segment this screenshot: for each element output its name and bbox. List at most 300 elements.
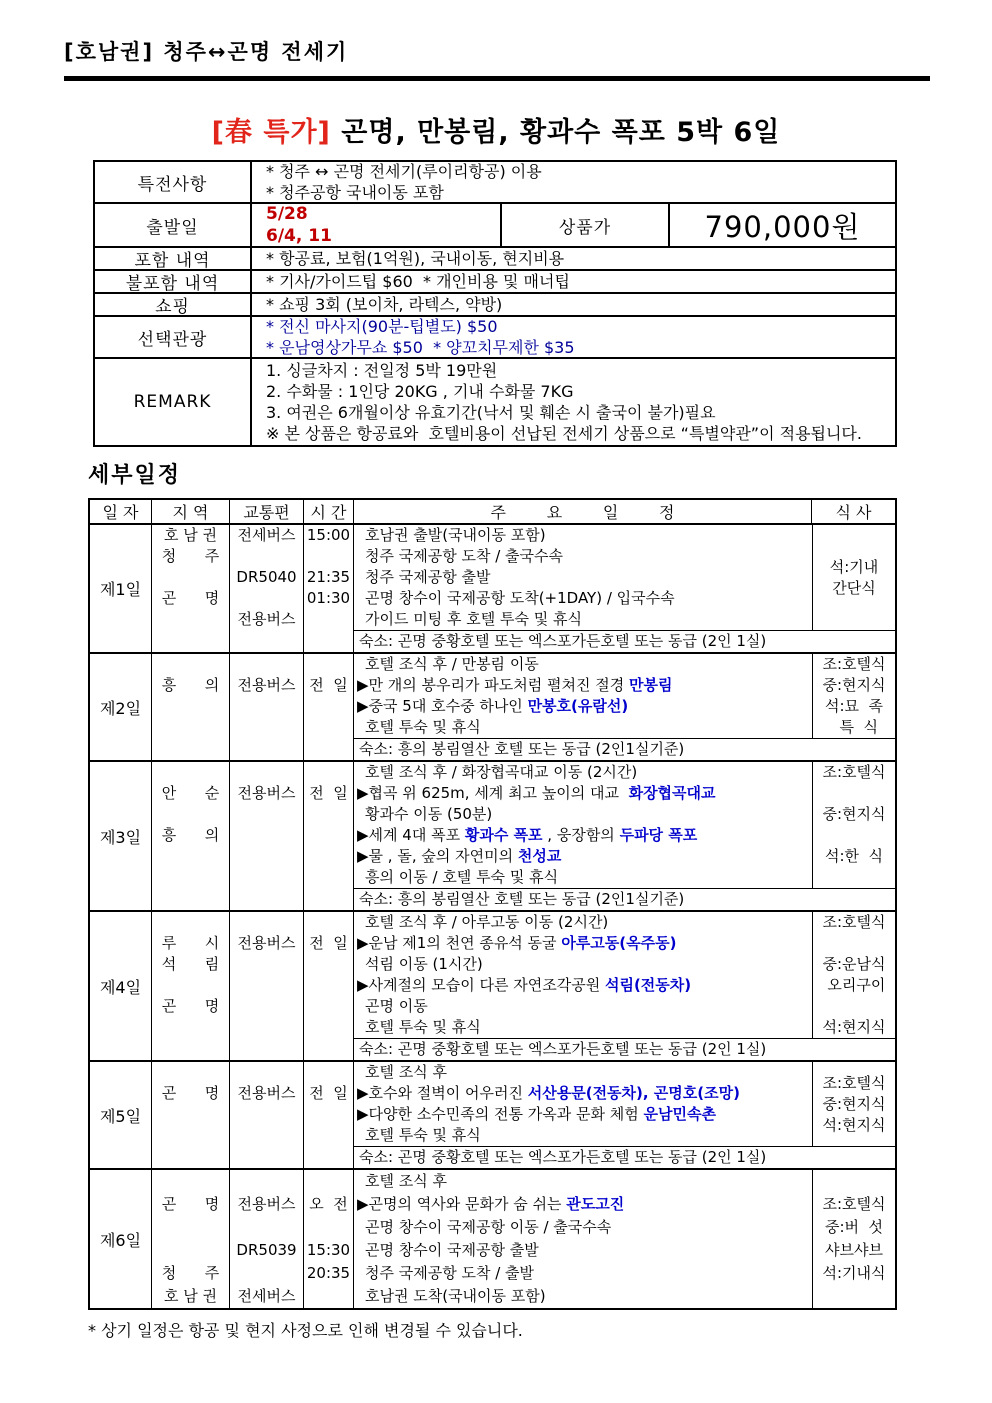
region-line bbox=[152, 696, 229, 717]
time-line bbox=[304, 1125, 353, 1146]
time-line bbox=[304, 867, 353, 888]
day-detail-area bbox=[354, 912, 895, 1060]
itinerary-text: ▶세계 4대 폭포 bbox=[357, 826, 465, 844]
price-value: 790,000원 bbox=[704, 209, 861, 244]
time-line: 오 전 bbox=[309, 1195, 348, 1213]
info-row-content bbox=[252, 294, 895, 315]
transport-cell bbox=[230, 525, 304, 652]
itinerary-text: 호텔 조식 후 bbox=[365, 1063, 447, 1081]
transport-line bbox=[230, 846, 303, 867]
itinerary-highlight: 두파당 폭포 bbox=[619, 826, 698, 844]
region-line bbox=[152, 609, 229, 630]
itinerary-line bbox=[354, 783, 812, 804]
meal-line: 중:현지식 bbox=[822, 1094, 886, 1113]
region-line bbox=[152, 654, 229, 675]
itinerary-text: 호텔 투숙 및 휴식 bbox=[365, 718, 481, 736]
itinerary-highlight: 석림(전동차) bbox=[604, 976, 692, 994]
time-line: 21:35 bbox=[306, 568, 351, 586]
schedule-day-label: 제2일 bbox=[90, 654, 152, 760]
time-line bbox=[304, 762, 353, 783]
region-cell bbox=[152, 1170, 230, 1308]
itinerary-text: , 웅장함의 bbox=[542, 826, 620, 844]
day-detail-top bbox=[354, 654, 895, 738]
meal-line: 석:한 식 bbox=[824, 847, 884, 865]
info-row-label: 쇼핑 bbox=[95, 294, 252, 315]
transport-line bbox=[230, 546, 303, 567]
header-divider bbox=[64, 76, 930, 81]
itinerary-line bbox=[354, 609, 812, 630]
itinerary-line bbox=[354, 825, 812, 846]
time-cell bbox=[304, 762, 354, 910]
info-row-label: 출발일 bbox=[95, 204, 252, 246]
itinerary-text: ▶사계절의 모습이 다른 자연조각공원 bbox=[357, 976, 605, 994]
meal-line: 조:호텔식 bbox=[822, 763, 886, 781]
region-line: 청 주 bbox=[161, 1264, 220, 1282]
itinerary-text: 호텔 조식 후 bbox=[365, 1172, 447, 1190]
package-info-table bbox=[93, 160, 897, 447]
transport-line bbox=[230, 588, 303, 609]
time-line: 전 일 bbox=[309, 1084, 348, 1102]
time-line bbox=[304, 975, 353, 996]
transport-line bbox=[230, 696, 303, 717]
region-line: 호 남 권 bbox=[163, 526, 217, 544]
time-line: 전 일 bbox=[309, 676, 348, 694]
schedule-day-row bbox=[90, 654, 895, 762]
itinerary-line bbox=[354, 954, 812, 975]
transport-cell bbox=[230, 912, 304, 1060]
meal-line: 중:현지식 bbox=[822, 805, 886, 823]
info-line: * 항공료, 보험(1억원), 국내이동, 현지비용 bbox=[266, 249, 565, 268]
time-line: 전 일 bbox=[309, 934, 348, 952]
meal-line: 샤브샤브 bbox=[825, 1241, 883, 1259]
itinerary-text: 호텔 조식 후 / 아루고동 이동 (2시간) bbox=[365, 913, 609, 931]
schedule-header-cell: 지 역 bbox=[152, 500, 230, 523]
transport-line: 전세버스 bbox=[237, 526, 296, 544]
region-line: 곤 명 bbox=[161, 1084, 220, 1102]
meal-line: 중:운남식 bbox=[822, 955, 886, 973]
region-line: 곤 명 bbox=[161, 997, 220, 1015]
info-line: * 청주공항 국내이동 포함 bbox=[266, 183, 444, 202]
info-row bbox=[95, 271, 895, 294]
time-cell bbox=[304, 1062, 354, 1168]
schedule-day-row bbox=[90, 525, 895, 654]
meal-line: 석:묘 족 bbox=[824, 697, 884, 715]
transport-line bbox=[230, 804, 303, 825]
transport-line bbox=[230, 912, 303, 933]
time-line: 15:00 bbox=[306, 526, 351, 544]
schedule-day-row bbox=[90, 1062, 895, 1170]
meals-cell bbox=[812, 525, 895, 630]
schedule-header-cell: 시 간 bbox=[304, 500, 354, 523]
transport-line: 전용버스 bbox=[237, 610, 296, 628]
schedule-header-cell: 교통편 bbox=[230, 500, 304, 523]
itinerary-text: ▶중국 5대 호수중 하나인 bbox=[357, 697, 528, 715]
schedule-day-label: 제3일 bbox=[90, 762, 152, 910]
day-detail-top bbox=[354, 912, 895, 1038]
itinerary-text: 흥의 이동 / 호텔 투숙 및 휴식 bbox=[365, 868, 559, 886]
day-detail-top bbox=[354, 525, 895, 630]
transport-line: 전용버스 bbox=[237, 784, 296, 802]
schedule-day-label: 제1일 bbox=[90, 525, 152, 652]
region-cell bbox=[152, 912, 230, 1060]
region-line: 석 림 bbox=[161, 955, 220, 973]
itinerary-text: ▶다양한 소수민족의 전통 가옥과 문화 체험 bbox=[357, 1105, 644, 1123]
itinerary-line bbox=[354, 567, 812, 588]
itinerary-highlight: 관도고진 bbox=[566, 1195, 625, 1213]
transport-line: 전용버스 bbox=[237, 1195, 296, 1213]
itinerary-text: ▶만 개의 봉우리가 파도처럼 펼쳐진 절경 bbox=[357, 676, 629, 694]
info-row bbox=[95, 162, 895, 204]
itinerary-cell bbox=[354, 1170, 812, 1308]
region-line bbox=[152, 867, 229, 888]
itinerary-line bbox=[354, 846, 812, 867]
day-detail-area bbox=[354, 762, 895, 910]
itinerary-line bbox=[354, 588, 812, 609]
itinerary-text: 가이드 미팅 후 호텔 투숙 및 휴식 bbox=[365, 610, 582, 628]
meal-line bbox=[813, 825, 895, 846]
departure-date: 5/28 bbox=[266, 204, 308, 224]
region-line bbox=[152, 804, 229, 825]
info-line: * 기사/가이드팁 $60 * 개인비용 및 매너팁 bbox=[266, 272, 570, 291]
region-line: 호 남 권 bbox=[163, 1287, 217, 1305]
info-row-content bbox=[252, 162, 895, 202]
itinerary-line bbox=[354, 1083, 812, 1104]
schedule-day-label: 제4일 bbox=[90, 912, 152, 1060]
region-cell bbox=[152, 654, 230, 760]
info-line: ※ 본 상품은 항공료와 호텔비용이 선납된 전세기 상품으로 “특별약관”이 적용됩니다. bbox=[266, 424, 862, 443]
footer-note: * 상기 일정은 항공 및 현지 사정으로 인해 변경될 수 있습니다. bbox=[88, 1321, 523, 1340]
schedule-header-cell: 일 자 bbox=[90, 500, 152, 523]
itinerary-line bbox=[354, 1285, 812, 1308]
itinerary-line bbox=[354, 1193, 812, 1216]
region-line: 청 주 bbox=[161, 547, 220, 565]
info-row-label: REMARK bbox=[95, 359, 252, 445]
itinerary-highlight: 만봉림 bbox=[629, 676, 673, 694]
time-line bbox=[304, 609, 353, 630]
itinerary-text: 곤명 이동 bbox=[365, 997, 428, 1015]
itinerary-text: 황과수 이동 (50분) bbox=[365, 805, 493, 823]
itinerary-cell bbox=[354, 762, 812, 888]
meal-line: 조:호텔식 bbox=[822, 655, 886, 673]
itinerary-line bbox=[354, 867, 812, 888]
info-row-content bbox=[252, 359, 895, 445]
meal-line bbox=[813, 867, 895, 888]
meals-cell bbox=[812, 1062, 895, 1146]
region-line bbox=[152, 846, 229, 867]
transport-cell bbox=[230, 654, 304, 760]
transport-line: 전용버스 bbox=[237, 1084, 296, 1102]
day-detail-area bbox=[354, 1170, 895, 1308]
day-detail-area bbox=[354, 654, 895, 760]
schedule-heading: 세부일정 bbox=[88, 463, 182, 488]
info-line: * 청주 ↔ 곤명 전세기(루이리항공) 이용 bbox=[266, 162, 542, 181]
info-line: * 운남영상가무쇼 $50 * 양꼬치무제한 $35 bbox=[266, 338, 575, 357]
transport-line: 전세버스 bbox=[237, 1287, 296, 1305]
itinerary-text: 호텔 투숙 및 휴식 bbox=[365, 1018, 481, 1036]
meal-line: 중:버 섯 bbox=[824, 1218, 884, 1236]
transport-line bbox=[230, 1062, 303, 1083]
itinerary-cell bbox=[354, 525, 812, 630]
time-line bbox=[304, 717, 353, 738]
time-line: 20:35 bbox=[306, 1264, 351, 1282]
meal-line: 석:기내 bbox=[829, 557, 879, 576]
time-line: 전 일 bbox=[309, 784, 348, 802]
transport-line: DR5040 bbox=[236, 568, 297, 586]
region-line: 곤 명 bbox=[161, 589, 220, 607]
time-line bbox=[304, 825, 353, 846]
transport-line bbox=[230, 867, 303, 888]
time-line bbox=[304, 1062, 353, 1083]
meal-line: 석:기내식 bbox=[822, 1264, 886, 1282]
page-title bbox=[0, 110, 992, 149]
itinerary-text: 석림 이동 (1시간) bbox=[365, 955, 483, 973]
itinerary-line bbox=[354, 804, 812, 825]
document-header bbox=[64, 36, 348, 66]
region-line bbox=[152, 975, 229, 996]
meals-cell bbox=[812, 654, 895, 738]
region-cell bbox=[152, 525, 230, 652]
itinerary-text: 호남권 출발(국내이동 포함) bbox=[365, 526, 546, 544]
time-line bbox=[304, 1104, 353, 1125]
price-label: 상품가 bbox=[502, 204, 670, 246]
transport-cell bbox=[230, 1062, 304, 1168]
time-cell bbox=[304, 654, 354, 760]
transport-line bbox=[230, 1262, 303, 1285]
schedule-day-label: 제6일 bbox=[90, 1170, 152, 1308]
meals-cell bbox=[812, 1170, 895, 1308]
itinerary-line bbox=[354, 933, 812, 954]
meal-line: 간단식 bbox=[832, 578, 876, 597]
itinerary-cell bbox=[354, 912, 812, 1038]
schedule-day-row bbox=[90, 912, 895, 1062]
meal-line: 석:현지식 bbox=[822, 1115, 886, 1134]
info-row-content bbox=[252, 248, 895, 269]
time-line bbox=[304, 1170, 353, 1193]
lodging-row: 숙소: 흥의 봉림열산 호텔 또는 동급 (2인1실기준) bbox=[354, 888, 895, 910]
info-row-content bbox=[252, 317, 895, 357]
day-detail-area bbox=[354, 1062, 895, 1168]
schedule-header-cell: 주 요 일 정 bbox=[354, 500, 812, 523]
region-line: 루 시 bbox=[161, 934, 220, 952]
itinerary-line bbox=[354, 546, 812, 567]
meal-line: 중:현지식 bbox=[822, 676, 886, 694]
info-line: * 전신 마사지(90분-팁별도) $50 bbox=[266, 317, 498, 336]
itinerary-text: 호텔 투숙 및 휴식 bbox=[365, 1126, 481, 1144]
transport-line bbox=[230, 996, 303, 1017]
schedule-day-row bbox=[90, 1170, 895, 1308]
info-row-label: 불포함 내역 bbox=[95, 271, 252, 292]
time-cell bbox=[304, 1170, 354, 1308]
transport-line bbox=[230, 825, 303, 846]
lodging-row: 숙소: 곤명 중황호텔 또는 엑스포가든호텔 또는 동급 (2인 1실) bbox=[354, 630, 895, 652]
region-line bbox=[152, 762, 229, 783]
transport-cell bbox=[230, 1170, 304, 1308]
transport-line bbox=[230, 1125, 303, 1146]
transport-line bbox=[230, 1017, 303, 1038]
itinerary-cell bbox=[354, 654, 812, 738]
itinerary-text: ▶호수와 절벽이 어우러진 bbox=[357, 1084, 528, 1102]
departure-dates bbox=[252, 204, 502, 246]
itinerary-line bbox=[354, 525, 812, 546]
region-line bbox=[152, 717, 229, 738]
itinerary-line bbox=[354, 717, 812, 738]
region-line bbox=[152, 912, 229, 933]
time-line: 15:30 bbox=[306, 1241, 351, 1259]
meal-line bbox=[813, 783, 895, 804]
itinerary-highlight: 아루고동(옥주동) bbox=[561, 934, 677, 952]
time-line bbox=[304, 1285, 353, 1308]
itinerary-line bbox=[354, 1216, 812, 1239]
transport-line bbox=[230, 954, 303, 975]
itinerary-highlight: 화장협곡대교 bbox=[628, 784, 716, 802]
itinerary-line bbox=[354, 975, 812, 996]
region-line: 곤 명 bbox=[161, 1195, 220, 1213]
itinerary-text: 청주 국제공항 출발 bbox=[365, 568, 491, 586]
schedule-header-row bbox=[90, 500, 895, 525]
schedule-table bbox=[88, 498, 897, 1310]
region-line bbox=[152, 1062, 229, 1083]
info-line: * 쇼핑 3회 (보이차, 라텍스, 약방) bbox=[266, 295, 503, 314]
transport-line bbox=[230, 1170, 303, 1193]
info-row bbox=[95, 204, 895, 248]
itinerary-highlight: 천성교 bbox=[517, 847, 562, 865]
schedule-day-label: 제5일 bbox=[90, 1062, 152, 1168]
meal-line bbox=[813, 996, 895, 1017]
transport-line bbox=[230, 1104, 303, 1125]
info-line: 1. 싱글차지 : 전일정 5박 19만원 bbox=[266, 361, 498, 380]
meal-line: 조:호텔식 bbox=[822, 1195, 886, 1213]
info-row-label: 선택관광 bbox=[95, 317, 252, 357]
itinerary-text: ▶운남 제1의 천연 종유석 동굴 bbox=[357, 934, 562, 952]
itinerary-line bbox=[354, 1262, 812, 1285]
region-line bbox=[152, 1017, 229, 1038]
region-line bbox=[152, 1170, 229, 1193]
meal-line bbox=[813, 933, 895, 954]
region-cell bbox=[152, 1062, 230, 1168]
region-line bbox=[152, 1104, 229, 1125]
info-line: 3. 여권은 6개월이상 유효기간(낙서 및 훼손 시 출국이 불가)필요 bbox=[266, 403, 716, 422]
transport-line bbox=[230, 762, 303, 783]
time-line bbox=[304, 846, 353, 867]
info-row bbox=[95, 248, 895, 271]
time-cell bbox=[304, 525, 354, 652]
itinerary-highlight: 서산용문(전동차), 곤명호(조망) bbox=[527, 1084, 740, 1102]
day-detail-area bbox=[354, 525, 895, 652]
meal-line: 석:현지식 bbox=[822, 1018, 886, 1036]
time-line bbox=[304, 954, 353, 975]
departure-date: 6/4, 11 bbox=[266, 226, 332, 246]
info-line: 2. 수화물 : 1인당 20KG , 기내 수화물 7KG bbox=[266, 382, 574, 401]
time-line bbox=[304, 912, 353, 933]
region-line bbox=[152, 567, 229, 588]
itinerary-line bbox=[354, 1017, 812, 1038]
info-row-content bbox=[252, 271, 895, 292]
transport-line bbox=[230, 717, 303, 738]
itinerary-line bbox=[354, 1104, 812, 1125]
itinerary-highlight: 운남민속촌 bbox=[643, 1105, 716, 1123]
meal-line: 특 식 bbox=[829, 718, 879, 736]
transport-line bbox=[230, 1216, 303, 1239]
time-line bbox=[304, 996, 353, 1017]
time-line bbox=[304, 1017, 353, 1038]
itinerary-line bbox=[354, 696, 812, 717]
transport-line: 전용버스 bbox=[237, 676, 296, 694]
transport-line: DR5039 bbox=[236, 1241, 297, 1259]
time-line bbox=[304, 696, 353, 717]
schedule-header-cell: 식 사 bbox=[835, 503, 872, 522]
itinerary-text: 청주 국제공항 도착 / 출국수속 bbox=[365, 547, 564, 565]
itinerary-text: 곤명 창수이 국제공항 이동 / 출국수속 bbox=[365, 1218, 612, 1236]
page-title-main: 곤명, 만봉림, 황과수 폭포 5박 6일 bbox=[330, 117, 781, 148]
time-line bbox=[304, 654, 353, 675]
itinerary-line bbox=[354, 1125, 812, 1146]
info-row bbox=[95, 359, 895, 445]
itinerary-text: 청주 국제공항 도착 / 출발 bbox=[365, 1264, 535, 1282]
region-line bbox=[152, 1239, 229, 1262]
lodging-row: 숙소: 곤명 중황호텔 또는 엑스포가든호텔 또는 동급 (2인 1실) bbox=[354, 1146, 895, 1168]
region-line bbox=[152, 1125, 229, 1146]
time-cell bbox=[304, 912, 354, 1060]
itinerary-line bbox=[354, 1062, 812, 1083]
meal-line: 조:호텔식 bbox=[822, 1073, 886, 1092]
info-row-label: 특전사항 bbox=[95, 162, 252, 202]
itinerary-text: ▶협곡 위 625m, 세계 최고 높이의 대교 bbox=[357, 784, 629, 802]
itinerary-highlight: 만봉호(유람선) bbox=[527, 697, 629, 715]
time-line bbox=[304, 804, 353, 825]
day-detail-top bbox=[354, 1170, 895, 1308]
meals-cell bbox=[812, 912, 895, 1038]
transport-line: 전용버스 bbox=[237, 934, 296, 952]
info-row-label: 포함 내역 bbox=[95, 248, 252, 269]
itinerary-text: 호텔 조식 후 / 만봉림 이동 bbox=[365, 655, 539, 673]
meals-cell bbox=[812, 762, 895, 888]
itinerary-text: 호텔 조식 후 / 화장협곡대교 이동 (2시간) bbox=[365, 763, 638, 781]
time-line bbox=[304, 1216, 353, 1239]
meal-line: 오리구이 bbox=[822, 976, 886, 994]
time-line bbox=[304, 546, 353, 567]
region-cell bbox=[152, 762, 230, 910]
itinerary-line bbox=[354, 675, 812, 696]
info-row bbox=[95, 317, 895, 359]
transport-line bbox=[230, 975, 303, 996]
itinerary-text: 곤명 창수이 국제공항 출발 bbox=[365, 1241, 539, 1259]
day-detail-top bbox=[354, 1062, 895, 1146]
itinerary-highlight: 황과수 폭포 bbox=[464, 826, 543, 844]
transport-cell bbox=[230, 762, 304, 910]
region-line: 흥 의 bbox=[161, 676, 220, 694]
itinerary-line bbox=[354, 1239, 812, 1262]
meal-line: 조:호텔식 bbox=[822, 913, 886, 931]
page-title-highlight: [春 특가] bbox=[211, 117, 331, 148]
itinerary-line bbox=[354, 1170, 812, 1193]
itinerary-line bbox=[354, 654, 812, 675]
day-detail-top bbox=[354, 762, 895, 888]
time-line: 01:30 bbox=[306, 589, 351, 607]
itinerary-line bbox=[354, 762, 812, 783]
region-line: 흥 의 bbox=[161, 826, 220, 844]
lodging-row: 숙소: 곤명 중황호텔 또는 엑스포가든호텔 또는 동급 (2인 1실) bbox=[354, 1038, 895, 1060]
itinerary-cell bbox=[354, 1062, 812, 1146]
lodging-row: 숙소: 흥의 봉림열산 호텔 또는 동급 (2인1실기준) bbox=[354, 738, 895, 760]
schedule-day-row bbox=[90, 762, 895, 912]
itinerary-text: 곤명 창수이 국제공항 도착(+1DAY) / 입국수속 bbox=[365, 589, 675, 607]
itinerary-line bbox=[354, 996, 812, 1017]
transport-line bbox=[230, 654, 303, 675]
document-header-title: [호남권] 청주↔곤명 전세기 bbox=[64, 40, 349, 64]
itinerary-text: ▶곤명의 역사와 문화가 숨 쉬는 bbox=[357, 1195, 567, 1213]
itinerary-text: 호남권 도착(국내이동 포함) bbox=[365, 1287, 546, 1305]
info-row bbox=[95, 294, 895, 317]
